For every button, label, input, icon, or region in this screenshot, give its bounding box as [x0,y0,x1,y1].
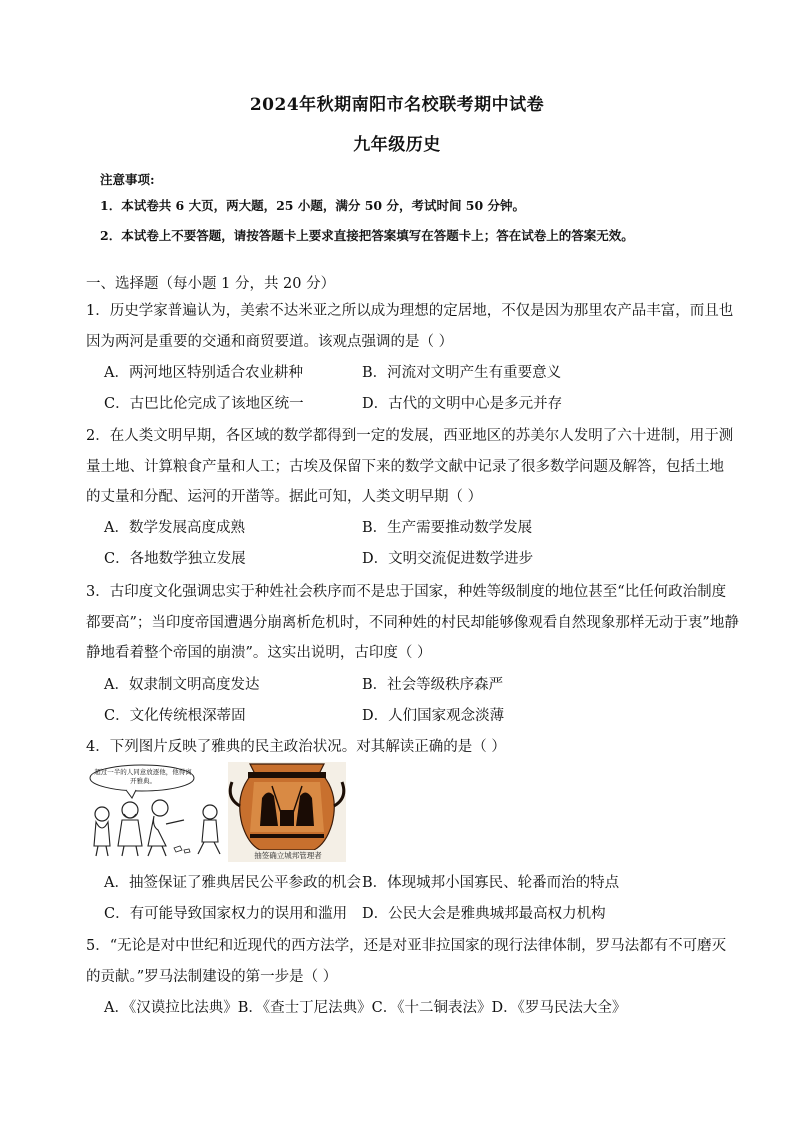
question-3-option-a: A．奴隶制文明高度发达 [104,677,260,693]
question-2-option-b: B．生产需要推动数学发展 [362,520,533,536]
exam-title: 2024年秋期南阳市名校联考期中试卷 [249,95,545,115]
question-2-option-d: D．文明交流促进数学进步 [362,551,534,567]
question-2-line-2: 量土地、计算粮食产量和人工；古埃及保留下来的数学文献中记录了很多数学问题及解答，包括土地 [86,459,724,475]
question-1-option-a: A．两河地区特别适合农业耕种 [104,365,303,381]
question-4-option-d: D．公民大会是雅典城邦最高权力机构 [362,906,606,922]
question-4-line-1: 4．下列图片反映了雅典的民主政治状况。对其解读正确的是（ ） [86,739,506,755]
question-3-line-1: 3．古印度文化强调忠实于种姓社会秩序而不是忠于国家，种姓等级制度的地位甚至“比任何政治制度 [86,584,727,600]
question-2-line-3: 的丈量和分配、运河的开凿等。据此可知，人类文明早期（ ） [86,489,483,505]
vase-drawing [228,762,346,862]
question-3-line-3: 静地看着整个帝国的崩溃”。这实出说明，古印度（ ） [86,645,432,661]
question-4-option-b: B．体现城邦小国寡民、轮番而治的特点 [362,875,620,891]
exam-subject: 九年级历史 [353,135,441,155]
question-3-line-2: 都要高”；当印度帝国遭遇分崩离析危机时，不同种姓的村民却能够像观看自然现象那样无动于衷”地静 [86,615,739,631]
question-2-option-a: A．数学发展高度成熟 [104,520,245,536]
question-3-option-b: B．社会等级秩序森严 [362,677,504,693]
vase-caption: 抽签确立城邦管理者 [232,850,344,862]
question-5-options: A．《汉谟拉比法典》B．《查士丁尼法典》C．《十二铜表法》D．《罗马民法大全》 [104,1000,627,1016]
question-1-line-1: 1．历史学家普遍认为，美索不达米亚之所以成为理想的定居地，不仅是因为那里农产品丰富，而且也 [86,303,734,319]
notice-item-2: 2．本试卷上不要答题，请按答题卡上要求直接把答案填写在答题卡上；答在试卷上的答案无效。 [100,228,634,243]
speech-bubble-text: 超过一半的人同意放逐他，他得离开雅典。 [94,768,192,785]
section-heading: 一、选择题（每小题 1 分，共 20 分） [86,276,336,292]
greek-vase-image [228,762,346,862]
question-3-option-d: D．人们国家观念淡薄 [362,708,505,724]
ostracism-cartoon-image [86,762,226,860]
question-1-line-2: 因为两河是重要的交通和商贸要道。该观点强调的是（ ） [86,334,454,350]
notice-heading: 注意事项: [100,172,155,187]
question-2-option-c: C．各地数学独立发展 [104,551,246,567]
question-4-figure [86,762,346,862]
question-4-option-c: C．有可能导致国家权力的误用和滥用 [104,906,348,922]
question-1-option-d: D．古代的文明中心是多元并存 [362,396,563,412]
question-4-option-a: A．抽签保证了雅典居民公平参政的机会 [104,875,361,891]
question-1-option-b: B．河流对文明产生有重要意义 [362,365,562,381]
question-1-option-c: C．古巴比伦完成了该地区统一 [104,396,304,412]
question-5-line-2: 的贡献。”罗马法制建设的第一步是（ ） [86,969,338,985]
question-3-option-c: C．文化传统根深蒂固 [104,708,246,724]
question-5-line-1: 5．“无论是对中世纪和近现代的西方法学，还是对亚非拉国家的现行法律体制，罗马法都有不可磨灭 [86,938,727,954]
question-2-line-1: 2．在人类文明早期，各区域的数学都得到一定的发展，西亚地区的苏美尔人发明了六十进制，用于测 [86,428,734,444]
notice-item-1: 1．本试卷共 6 大页，两大题，25 小题，满分 50 分，考试时间 50 分钟。 [100,198,526,213]
